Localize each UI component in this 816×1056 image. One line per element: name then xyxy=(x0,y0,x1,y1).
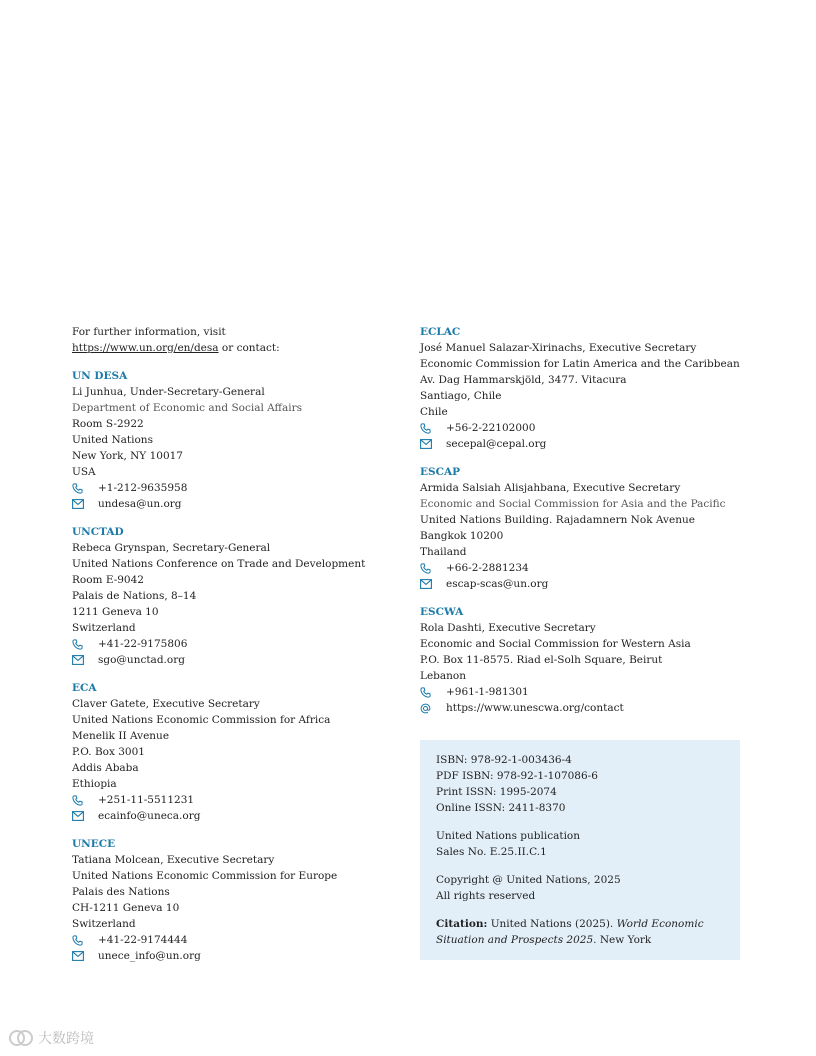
intro-link-line xyxy=(72,340,392,356)
contact-row xyxy=(72,496,392,512)
org-address-line: United Nations Economic Commission for Africa xyxy=(72,714,331,726)
contact-value: +41-22-9174444 xyxy=(98,934,188,946)
copyright: Copyright @ United Nations, 2025 xyxy=(436,874,621,886)
contact-row xyxy=(72,948,392,964)
right-org-list xyxy=(420,324,750,716)
contact-value: +41-22-9175806 xyxy=(98,638,188,650)
citation-text: United Nations (2025). xyxy=(487,918,617,930)
email-icon xyxy=(72,811,98,821)
contact-row xyxy=(72,932,392,948)
copyright-group xyxy=(436,872,724,904)
left-org-list xyxy=(72,368,392,964)
contact-value: +66-2-2881234 xyxy=(446,562,529,574)
watermark-logo-icon xyxy=(8,1028,34,1048)
contact-value: +1-212-9635958 xyxy=(98,482,188,494)
publication-type: United Nations publication xyxy=(436,830,581,842)
phone-icon xyxy=(420,423,446,434)
online-issn: Online ISSN: 2411-8370 xyxy=(436,802,566,814)
pdf-isbn: PDF ISBN: 978-92-1-107086-6 xyxy=(436,770,598,782)
org-address-line: United Nations Building. Rajadamnern Nok Avenue xyxy=(420,514,695,526)
contact-row xyxy=(420,576,750,592)
org-block-escap xyxy=(420,464,750,592)
org-address-line: Bangkok 10200 xyxy=(420,530,504,542)
org-address-line: USA xyxy=(72,466,96,478)
org-block-un-desa xyxy=(72,368,392,512)
isbn: ISBN: 978-92-1-003436-4 xyxy=(436,754,572,766)
org-address-line: Switzerland xyxy=(72,622,136,634)
citation-label: Citation: xyxy=(436,918,488,930)
org-address-line: Palais de Nations, 8–14 xyxy=(72,590,197,602)
org-heading: UNCTAD xyxy=(72,526,124,538)
org-block-unece xyxy=(72,836,392,964)
phone-icon xyxy=(420,687,446,698)
org-address-line: United Nations Economic Commission for Europe xyxy=(72,870,338,882)
org-address-line: Lebanon xyxy=(420,670,467,682)
org-address-line: Room E-9042 xyxy=(72,574,144,586)
org-heading: UN DESA xyxy=(72,370,128,382)
right-column xyxy=(420,324,750,716)
phone-icon xyxy=(72,795,98,806)
citation-title-2: Situation and Prospects 2025 xyxy=(436,934,594,946)
org-address-line: Armida Salsiah Alisjahbana, Executive Secretary xyxy=(420,482,681,494)
contact-row xyxy=(72,652,392,668)
org-address-line: Santiago, Chile xyxy=(420,390,502,402)
org-address-line: Economic and Social Commission for Asia and the Pacific xyxy=(420,498,726,510)
org-heading: UNECE xyxy=(72,838,116,850)
contact-row xyxy=(72,792,392,808)
contact-row xyxy=(72,636,392,652)
org-address-line: Rola Dashti, Executive Secretary xyxy=(420,622,596,634)
org-heading: ESCWA xyxy=(420,606,464,618)
watermark-text: 大数跨境 xyxy=(38,1031,94,1047)
contact-value: +56-2-22102000 xyxy=(446,422,536,434)
contact-value[interactable]: sgo@unctad.org xyxy=(98,654,185,666)
org-address-line: Switzerland xyxy=(72,918,136,930)
org-block-unctad xyxy=(72,524,392,668)
contact-value[interactable]: secepal@cepal.org xyxy=(446,438,547,450)
org-address-line: Claver Gatete, Executive Secretary xyxy=(72,698,260,710)
citation-line-1 xyxy=(436,916,724,932)
phone-icon xyxy=(420,563,446,574)
contact-value[interactable]: https://www.unescwa.org/contact xyxy=(446,702,624,714)
org-heading: ESCAP xyxy=(420,466,460,478)
org-heading: ECLAC xyxy=(420,326,461,338)
intro-line: For further information, visit xyxy=(72,326,226,338)
contact-row xyxy=(420,560,750,576)
org-address-line: Palais des Nations xyxy=(72,886,170,898)
contact-value: +961-1-981301 xyxy=(446,686,529,698)
intro-link-suffix: or contact: xyxy=(218,342,280,354)
org-address-line: Chile xyxy=(420,406,448,418)
print-issn: Print ISSN: 1995-2074 xyxy=(436,786,557,798)
org-address-line: Economic and Social Commission for Western Asia xyxy=(420,638,691,650)
contact-row xyxy=(420,420,750,436)
org-address-line: Tatiana Molcean, Executive Secretary xyxy=(72,854,275,866)
org-address-line: P.O. Box 11-8575. Riad el-Solh Square, Beirut xyxy=(420,654,663,666)
isbn-group xyxy=(436,752,724,816)
citation-group xyxy=(436,916,724,948)
org-address-line: Menelik II Avenue xyxy=(72,730,170,742)
email-icon xyxy=(420,439,446,449)
org-address-line: 1211 Geneva 10 xyxy=(72,606,159,618)
contact-row xyxy=(72,480,392,496)
org-address-line: P.O. Box 3001 xyxy=(72,746,145,758)
org-heading: ECA xyxy=(72,682,97,694)
org-address-line: Addis Ababa xyxy=(72,762,139,774)
org-address-line: CH-1211 Geneva 10 xyxy=(72,902,180,914)
publication-group xyxy=(436,828,724,860)
org-address-line: Ethiopia xyxy=(72,778,117,790)
org-address-line: Thailand xyxy=(420,546,467,558)
org-address-line: United Nations xyxy=(72,434,153,446)
web-icon xyxy=(420,703,446,714)
org-address-line: Economic Commission for Latin America and the Caribbean xyxy=(420,358,740,370)
org-address-line: United Nations Conference on Trade and Development xyxy=(72,558,366,570)
citation-end: . New York xyxy=(593,934,652,946)
contact-value[interactable]: undesa@un.org xyxy=(98,498,182,510)
email-icon xyxy=(72,499,98,509)
contact-row xyxy=(420,700,750,716)
org-block-eclac xyxy=(420,324,750,452)
org-address-line: José Manuel Salazar-Xirinachs, Executive Secretary xyxy=(420,342,697,354)
org-address-line: Av. Dag Hammarskjöld, 3477. Vitacura xyxy=(420,374,627,386)
email-icon xyxy=(420,579,446,589)
desa-website-link[interactable]: https://www.un.org/en/desa xyxy=(72,342,219,354)
org-address-line: New York, NY 10017 xyxy=(72,450,183,462)
org-block-escwa xyxy=(420,604,750,716)
org-block-eca xyxy=(72,680,392,824)
org-address-line: Rebeca Grynspan, Secretary-General xyxy=(72,542,271,554)
org-address-line: Room S-2922 xyxy=(72,418,144,430)
citation-title-1: World Economic xyxy=(616,918,704,930)
left-column xyxy=(72,324,392,964)
phone-icon xyxy=(72,483,98,494)
sales-number: Sales No. E.25.II.C.1 xyxy=(436,846,547,858)
org-address-line: Li Junhua, Under-Secretary-General xyxy=(72,386,265,398)
rights: All rights reserved xyxy=(436,890,536,902)
publication-info-box xyxy=(420,740,740,960)
contact-value: +251-11-5511231 xyxy=(98,794,195,806)
contact-value[interactable]: escap-scas@un.org xyxy=(446,578,549,590)
contact-value[interactable]: unece_info@un.org xyxy=(98,950,201,962)
phone-icon xyxy=(72,935,98,946)
email-icon xyxy=(72,951,98,961)
contact-row xyxy=(420,436,750,452)
watermark xyxy=(8,1028,94,1048)
email-icon xyxy=(72,655,98,665)
org-address-line: Department of Economic and Social Affairs xyxy=(72,402,303,414)
contact-value[interactable]: ecainfo@uneca.org xyxy=(98,810,201,822)
citation-line-2 xyxy=(436,932,724,948)
intro xyxy=(72,324,392,356)
contact-row xyxy=(72,808,392,824)
phone-icon xyxy=(72,639,98,650)
contact-row xyxy=(420,684,750,700)
